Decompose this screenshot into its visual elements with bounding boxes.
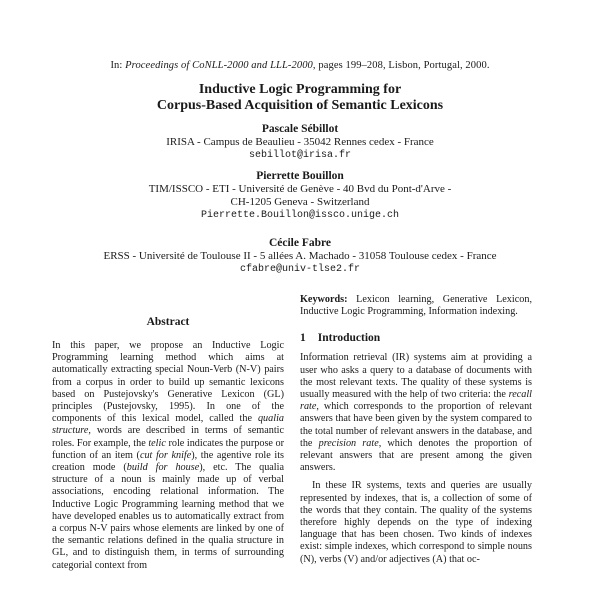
- author-block-1: [0, 123, 600, 162]
- source-venue: Proceedings of CoNLL-2000 and LLL-2000: [125, 60, 313, 71]
- author-name: Cécile Fabre: [268, 237, 332, 249]
- section-heading-introduction: [300, 332, 532, 344]
- intro-paragraph-1: Information retrieval (IR) systems aim at providing a user who asks a query to a database of documents with the most relevant texts. The quality of these systems is usually measured with the help of two criteria: the recall rate, which corresponds to the proportion of relevant answers that have been given by the system compared to the total number of relevant answers in the database, and the precision rate, which denotes the proportion of relevant answers that are present among the given answers.: [300, 352, 532, 474]
- intro-paragraph-2: In these IR systems, texts and queries are usually represented by indexes, that is, a collection of some of the words that they contain. The quality of the systems therefore highly depends on the type of indexing language that has been chosen. Two kinds of indexes exist: simple indexes, which correspond to simple nouns (N), verbs (V) and/or adjectives (A) that oc-: [300, 480, 532, 565]
- keywords-text: Lexicon learning, Generative Lexicon, Inductive Logic Programming, Information indexing.: [300, 294, 532, 318]
- author-block-3: [0, 237, 600, 276]
- author-email: cfabre@univ-tlse2.fr: [239, 264, 361, 275]
- source-suffix: , pages 199–208, Lisbon, Portugal, 2000.: [312, 60, 490, 71]
- title-line-1: Inductive Logic Programming for: [198, 82, 402, 97]
- paper-title: [0, 82, 600, 114]
- abstract-text: In this paper, we propose an Inductive Logic Programming learning method which aims at automatically extracting special Noun-Verb (N-V) pairs from a corpus in order to build up semantic lexicons based on Pustejovsky's Generative Lexicon (GL) principles (Pustejovsky, 1995). In one of the components of this lexical model, called the qualia structure, words are described in terms of semantic roles. For example, the telic role indicates the purpose or function of an item (cut for knife), the agentive role its creation mode (build for house), etc. The qualia structure of a noun is mainly made up of verbal associations, encoding relational information. The Inductive Logic Programming learning method that we have developed enables us to automatically extract from a corpus N-V pairs whose elements are linked by one of the semantic relations defined in the qualia structure in GL, and to distinguish them, in terms of surrounding categorial context from: [52, 340, 284, 571]
- abstract-heading: Abstract: [146, 316, 190, 328]
- author-affiliation: CH-1205 Geneva - Switzerland: [230, 196, 370, 208]
- publication-source: [0, 60, 600, 71]
- author-affiliation: TIM/ISSCO - ETI - Université de Genève - 40 Bvd du Pont-d'Arve -: [148, 183, 452, 195]
- source-prefix: In:: [110, 60, 126, 71]
- author-name: Pascale Sébillot: [261, 123, 339, 135]
- title-line-2: Corpus-Based Acquisition of Semantic Lexicons: [156, 98, 444, 113]
- author-email: sebillot@irisa.fr: [248, 150, 352, 161]
- section-title: Introduction: [317, 332, 381, 345]
- author-name: Pierrette Bouillon: [256, 170, 344, 182]
- author-affiliation: ERSS - Université de Toulouse II - 5 allées A. Machado - 31058 Toulouse cedex - France: [103, 250, 497, 262]
- author-email: Pierrette.Bouillon@issco.unige.ch: [200, 210, 400, 221]
- section-number: 1: [300, 332, 306, 345]
- keywords-label: Keywords:: [300, 294, 348, 305]
- left-column: [52, 316, 284, 572]
- right-column: [300, 294, 532, 566]
- keywords: [300, 294, 532, 318]
- author-affiliation: IRISA - Campus de Beaulieu - 35042 Rennes cedex - France: [166, 136, 434, 148]
- author-block-2: [0, 170, 600, 222]
